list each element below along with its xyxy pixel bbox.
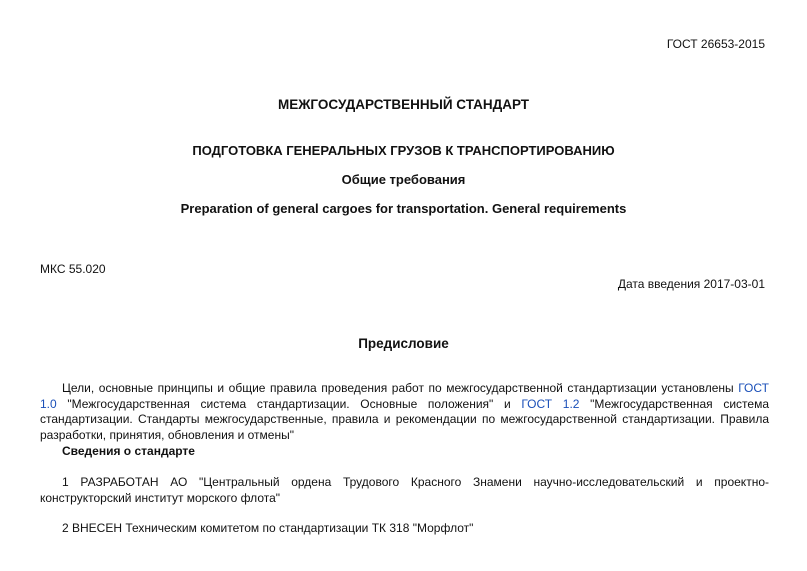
preface-heading: Предисловие bbox=[358, 336, 449, 351]
preface-text-part1: Цели, основные принципы и общие правила проведения работ по межгосударственной стандартизации установлены bbox=[62, 381, 739, 395]
developer-item: 1 РАЗРАБОТАН АО "Центральный ордена Трудового Красного Знамени научно-исследовательский и проектно-конструкторский институт морского флота" bbox=[40, 475, 769, 505]
mks-code: МКС 55.020 bbox=[40, 262, 106, 276]
preface-paragraph bbox=[40, 381, 769, 443]
gost-1-2-link[interactable]: ГОСТ 1.2 bbox=[521, 396, 580, 411]
gost-code: ГОСТ 26653-2015 bbox=[666, 37, 765, 51]
document-title-en: Preparation of general cargoes for transportation. General requirements bbox=[180, 201, 627, 216]
submitter-item: 2 ВНЕСЕН Техническим комитетом по стандартизации ТК 318 "Морфлот" bbox=[62, 521, 474, 535]
document-title-ru: ПОДГОТОВКА ГЕНЕРАЛЬНЫХ ГРУЗОВ К ТРАНСПОРТИРОВАНИЮ bbox=[192, 143, 615, 158]
document-subtitle-ru: Общие требования bbox=[341, 172, 466, 187]
preface-text-part3: "Межгосударственная система стандартизации. Стандарты межгосударственные, правила и рекомендации по межгосударственной стандартизации. Правила разработки, принятия, обновления и отмены" bbox=[40, 396, 769, 442]
gost-1-0-link[interactable]: ГОСТ 1.0 bbox=[40, 381, 769, 411]
intro-date: Дата введения 2017-03-01 bbox=[617, 277, 765, 291]
standard-type-heading: МЕЖГОСУДАРСТВЕННЫЙ СТАНДАРТ bbox=[277, 97, 530, 112]
preface-text-part2: "Межгосударственная система стандартизации. Основные положения" и bbox=[56, 396, 522, 411]
standard-info-heading: Сведения о стандарте bbox=[62, 444, 195, 458]
